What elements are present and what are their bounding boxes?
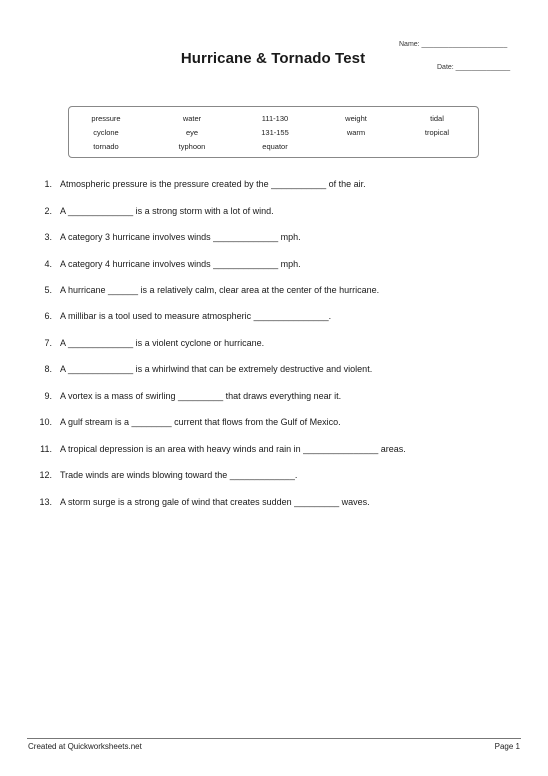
question-number: 10. xyxy=(39,417,52,427)
question-text: Trade winds are winds blowing toward the _____________. xyxy=(60,470,298,480)
question-number: 4. xyxy=(44,259,52,269)
word-bank-word: typhoon xyxy=(178,142,206,151)
question-text: A category 4 hurricane involves winds _____________ mph. xyxy=(60,259,301,269)
footer-divider xyxy=(27,738,521,739)
question-text: Atmospheric pressure is the pressure created by the ___________ of the air. xyxy=(60,179,366,189)
question-text: A _____________ is a violent cyclone or hurricane. xyxy=(60,338,265,348)
word-bank-word: pressure xyxy=(91,114,121,123)
question-number: 9. xyxy=(44,391,52,401)
question-text: A _____________ is a whirlwind that can be extremely destructive and violent. xyxy=(60,364,373,374)
question-number: 2. xyxy=(44,206,52,216)
word-bank-word: warm xyxy=(346,128,366,137)
word-bank-word: tidal xyxy=(430,114,444,123)
word-bank-word: weight xyxy=(345,114,367,123)
word-bank-word: 111-130 xyxy=(261,114,289,123)
footer-credit: Created at Quickworksheets.net xyxy=(28,742,142,751)
question-number: 8. xyxy=(44,364,52,374)
word-bank-word: cyclone xyxy=(93,128,119,137)
word-bank-word: water xyxy=(182,114,202,123)
word-bank-word: equator xyxy=(262,142,288,151)
question-number: 7. xyxy=(44,338,52,348)
word-bank-word: 131-155 xyxy=(261,128,289,137)
word-bank xyxy=(68,106,479,158)
question-number: 3. xyxy=(44,232,52,242)
question-number: 11. xyxy=(40,444,52,454)
question-number: 6. xyxy=(44,311,52,321)
question-text: A category 3 hurricane involves winds _____________ mph. xyxy=(60,232,301,242)
page-title: Hurricane & Tornado Test xyxy=(180,50,366,67)
date-field-label: Date: ______________ xyxy=(437,64,511,71)
question-text: A vortex is a mass of swirling _________ that draws everything near it. xyxy=(60,391,342,401)
question-text: A _____________ is a strong storm with a lot of wind. xyxy=(60,206,274,216)
question-text: A millibar is a tool used to measure atmospheric _______________. xyxy=(60,311,332,321)
question-number: 13. xyxy=(39,497,52,507)
page-number: Page 1 xyxy=(494,742,520,751)
question-number: 1. xyxy=(44,179,52,189)
word-bank-word: tornado xyxy=(93,142,119,151)
question-number: 5. xyxy=(44,285,52,295)
name-field-label: Name: ______________________ xyxy=(399,41,508,48)
question-text: A storm surge is a strong gale of wind that creates sudden _________ waves. xyxy=(60,497,370,507)
question-text: A hurricane ______ is a relatively calm, clear area at the center of the hurricane. xyxy=(60,285,380,295)
question-text: A gulf stream is a ________ current that flows from the Gulf of Mexico. xyxy=(60,417,341,427)
question-text: A tropical depression is an area with heavy winds and rain in _______________ areas. xyxy=(60,444,406,454)
question-number: 12. xyxy=(39,470,52,480)
word-bank-word: tropical xyxy=(424,128,450,137)
word-bank-word: eye xyxy=(185,128,199,137)
